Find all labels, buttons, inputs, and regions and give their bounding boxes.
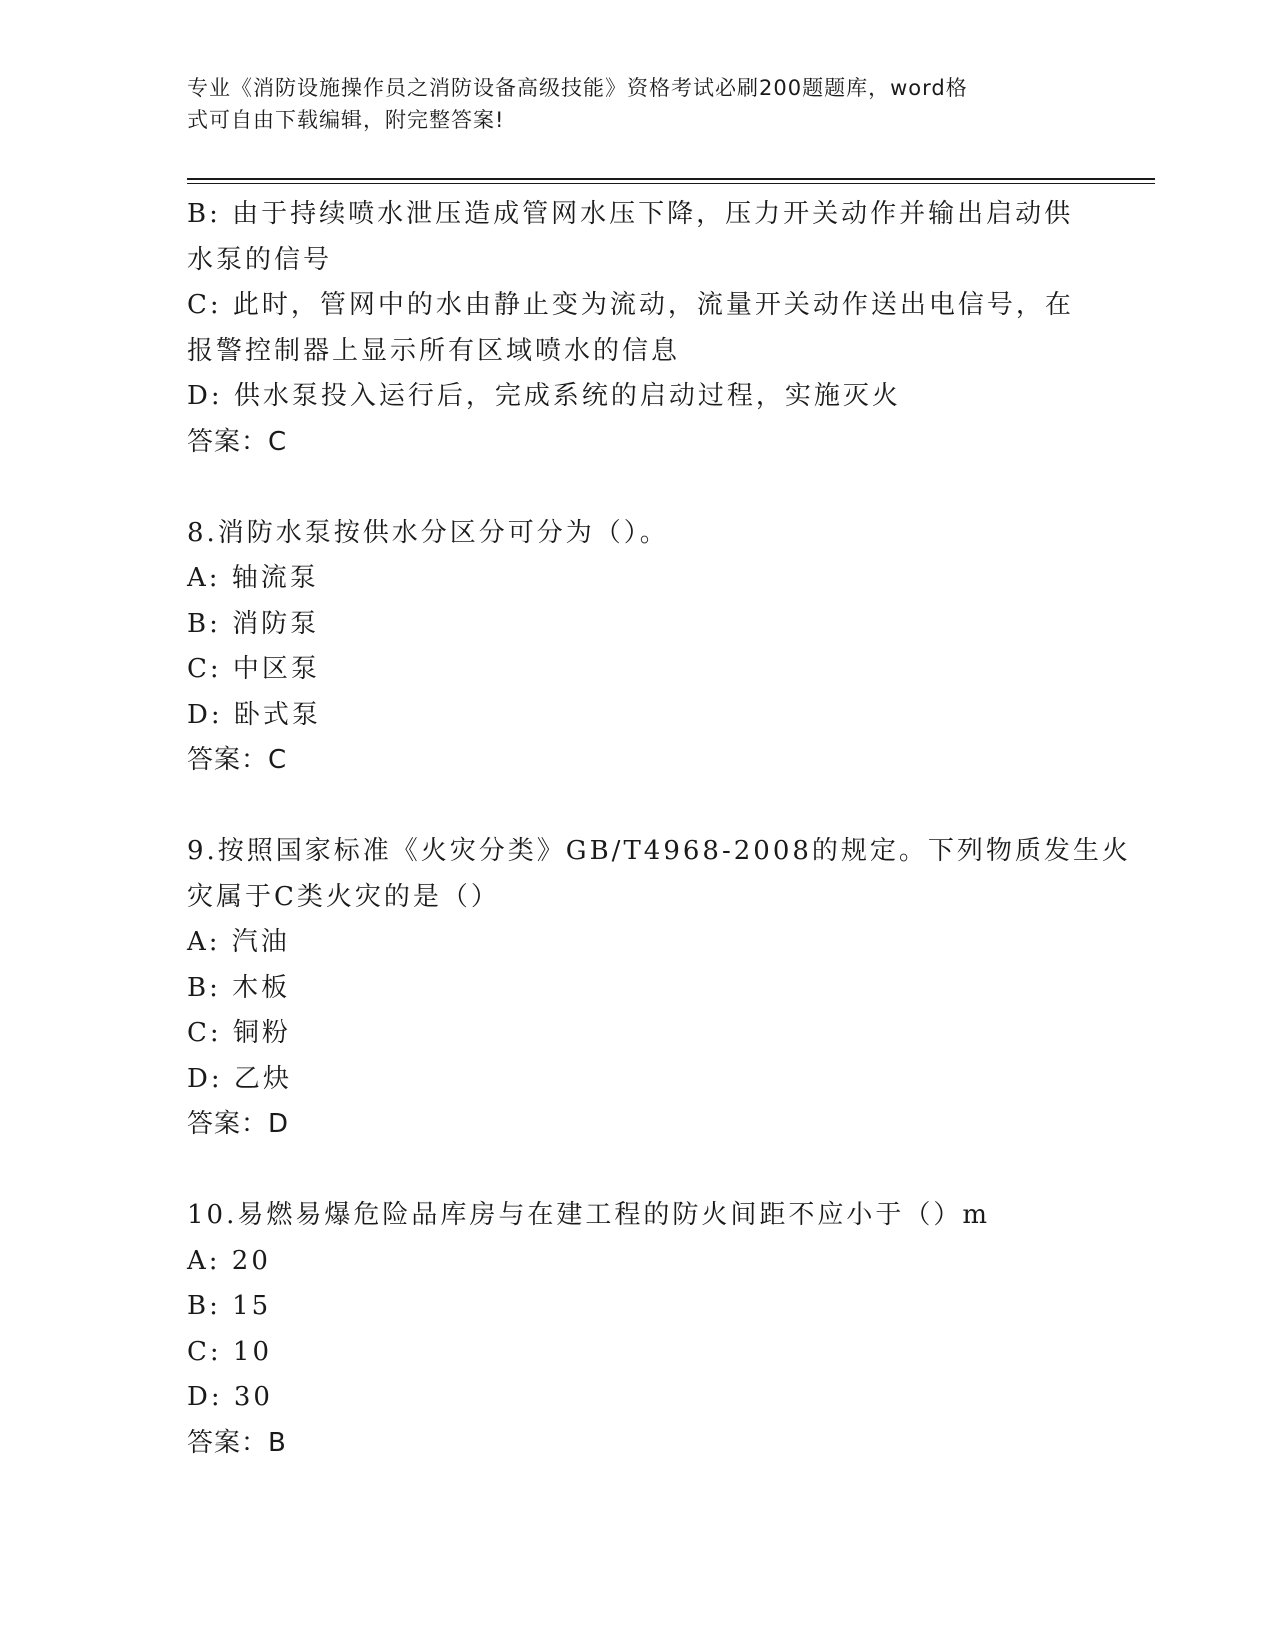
option-d: D: 30 [187,1382,273,1412]
question-stem-line-2: 灾属于C类火灾的是（） [187,881,500,912]
option-a: A: 20 [187,1245,271,1276]
option-b-line-1: B: 由于持续喷水泄压造成管网水压下降，压力开关动作并输出启动供 [187,199,1074,229]
question-stem: 8.消防水泵按供水分区分可分为（）。 [187,517,669,548]
option-b: B: 木板 [187,972,291,1003]
answer: 答案：B [187,1427,287,1458]
option-a: A: 汽油 [187,927,290,957]
answer: 答案：C [187,426,288,457]
spacer [187,465,1087,511]
question-7-remainder [187,192,1087,465]
question-list [187,192,1131,1466]
option-a: A: 轴流泵 [187,563,319,593]
question-10 [187,1193,1087,1466]
option-c: C: 10 [187,1336,273,1367]
option-d: D: 卧式泵 [187,699,321,730]
option-b: B: 消防泵 [187,608,320,639]
spacer [187,1148,1087,1194]
question-9 [187,829,1131,1148]
answer: 答案：D [187,1109,290,1139]
question-stem-line-1: 9.按照国家标准《火灾分类》GB/T4968-2008的规定。下列物质发生火 [187,836,1131,866]
answer: 答案：C [187,745,288,775]
header-line-2: 式可自由下载编辑，附完整答案! [187,108,505,132]
option-b: B: 15 [187,1291,272,1321]
option-d: D: 供水泵投入运行后，完成系统的启动过程，实施灭火 [187,381,901,411]
question-stem: 10.易燃易爆危险品库房与在建工程的防火间距不应小于（）m [187,1200,991,1230]
header-divider-thick [187,178,1155,180]
option-b-line-2: 水泵的信号 [187,244,333,275]
header-line-1: 专业《消防设施操作员之消防设备高级技能》资格考试必刷200题题库，word格 [187,76,968,100]
question-8 [187,511,1087,784]
option-c: C: 铜粉 [187,1018,291,1048]
option-c: C: 中区泵 [187,654,320,684]
document-header [187,72,1067,136]
option-c-line-2: 报警控制器上显示所有区域喷水的信息 [187,335,681,366]
header-divider-thin [187,183,1155,184]
spacer [187,784,1087,830]
option-d: D: 乙炔 [187,1063,292,1094]
option-c-line-1: C: 此时，管网中的水由静止变为流动，流量开关动作送出电信号，在 [187,290,1074,320]
